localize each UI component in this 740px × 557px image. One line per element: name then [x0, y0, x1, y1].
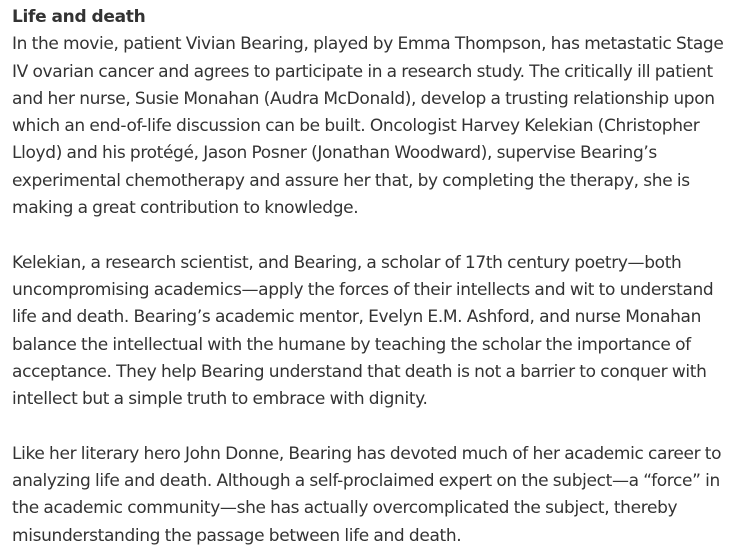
paragraph-3: Like her literary hero John Donne, Bearing has devoted much of her academic career to analyzing life and death. Although a self-proclaimed expert on the subject—a “force” in the academic community—she has actually overcomplicated the subject, thereby misunderstanding the passage between life and death. [12, 443, 722, 546]
section-heading: Life and death [12, 7, 146, 27]
paragraph-1: In the movie, patient Vivian Bearing, played by Emma Thompson, has metastatic Stage IV ovarian cancer and agrees to participate in a research study. The critically ill patient and her nurse, Susie Monahan (Audra McDonald), develop a trusting relationship upon which an end-of-life discussion can be built. Oncologist Harvey Kelekian (Christopher Lloyd) and his protégé, Jason Posner (Jonathan Woodward), supervise Bearing’s experimental chemotherapy and assure her that, by completing the therapy, she is making a great contribution to knowledge. [12, 34, 724, 219]
article-section [12, 4, 730, 550]
paragraph-2: Kelekian, a research scientist, and Bearing, a scholar of 17th century poetry—both uncompromising academics—apply the forces of their intellects and wit to understand life and death. Bearing’s academic mentor, Evelyn E.M. Ashford, and nurse Monahan balance the intellectual with the humane by teaching the scholar the importance of acceptance. They help Bearing understand that death is not a barrier to conquer with intellect but a simple truth to embrace with dignity. [12, 252, 714, 410]
